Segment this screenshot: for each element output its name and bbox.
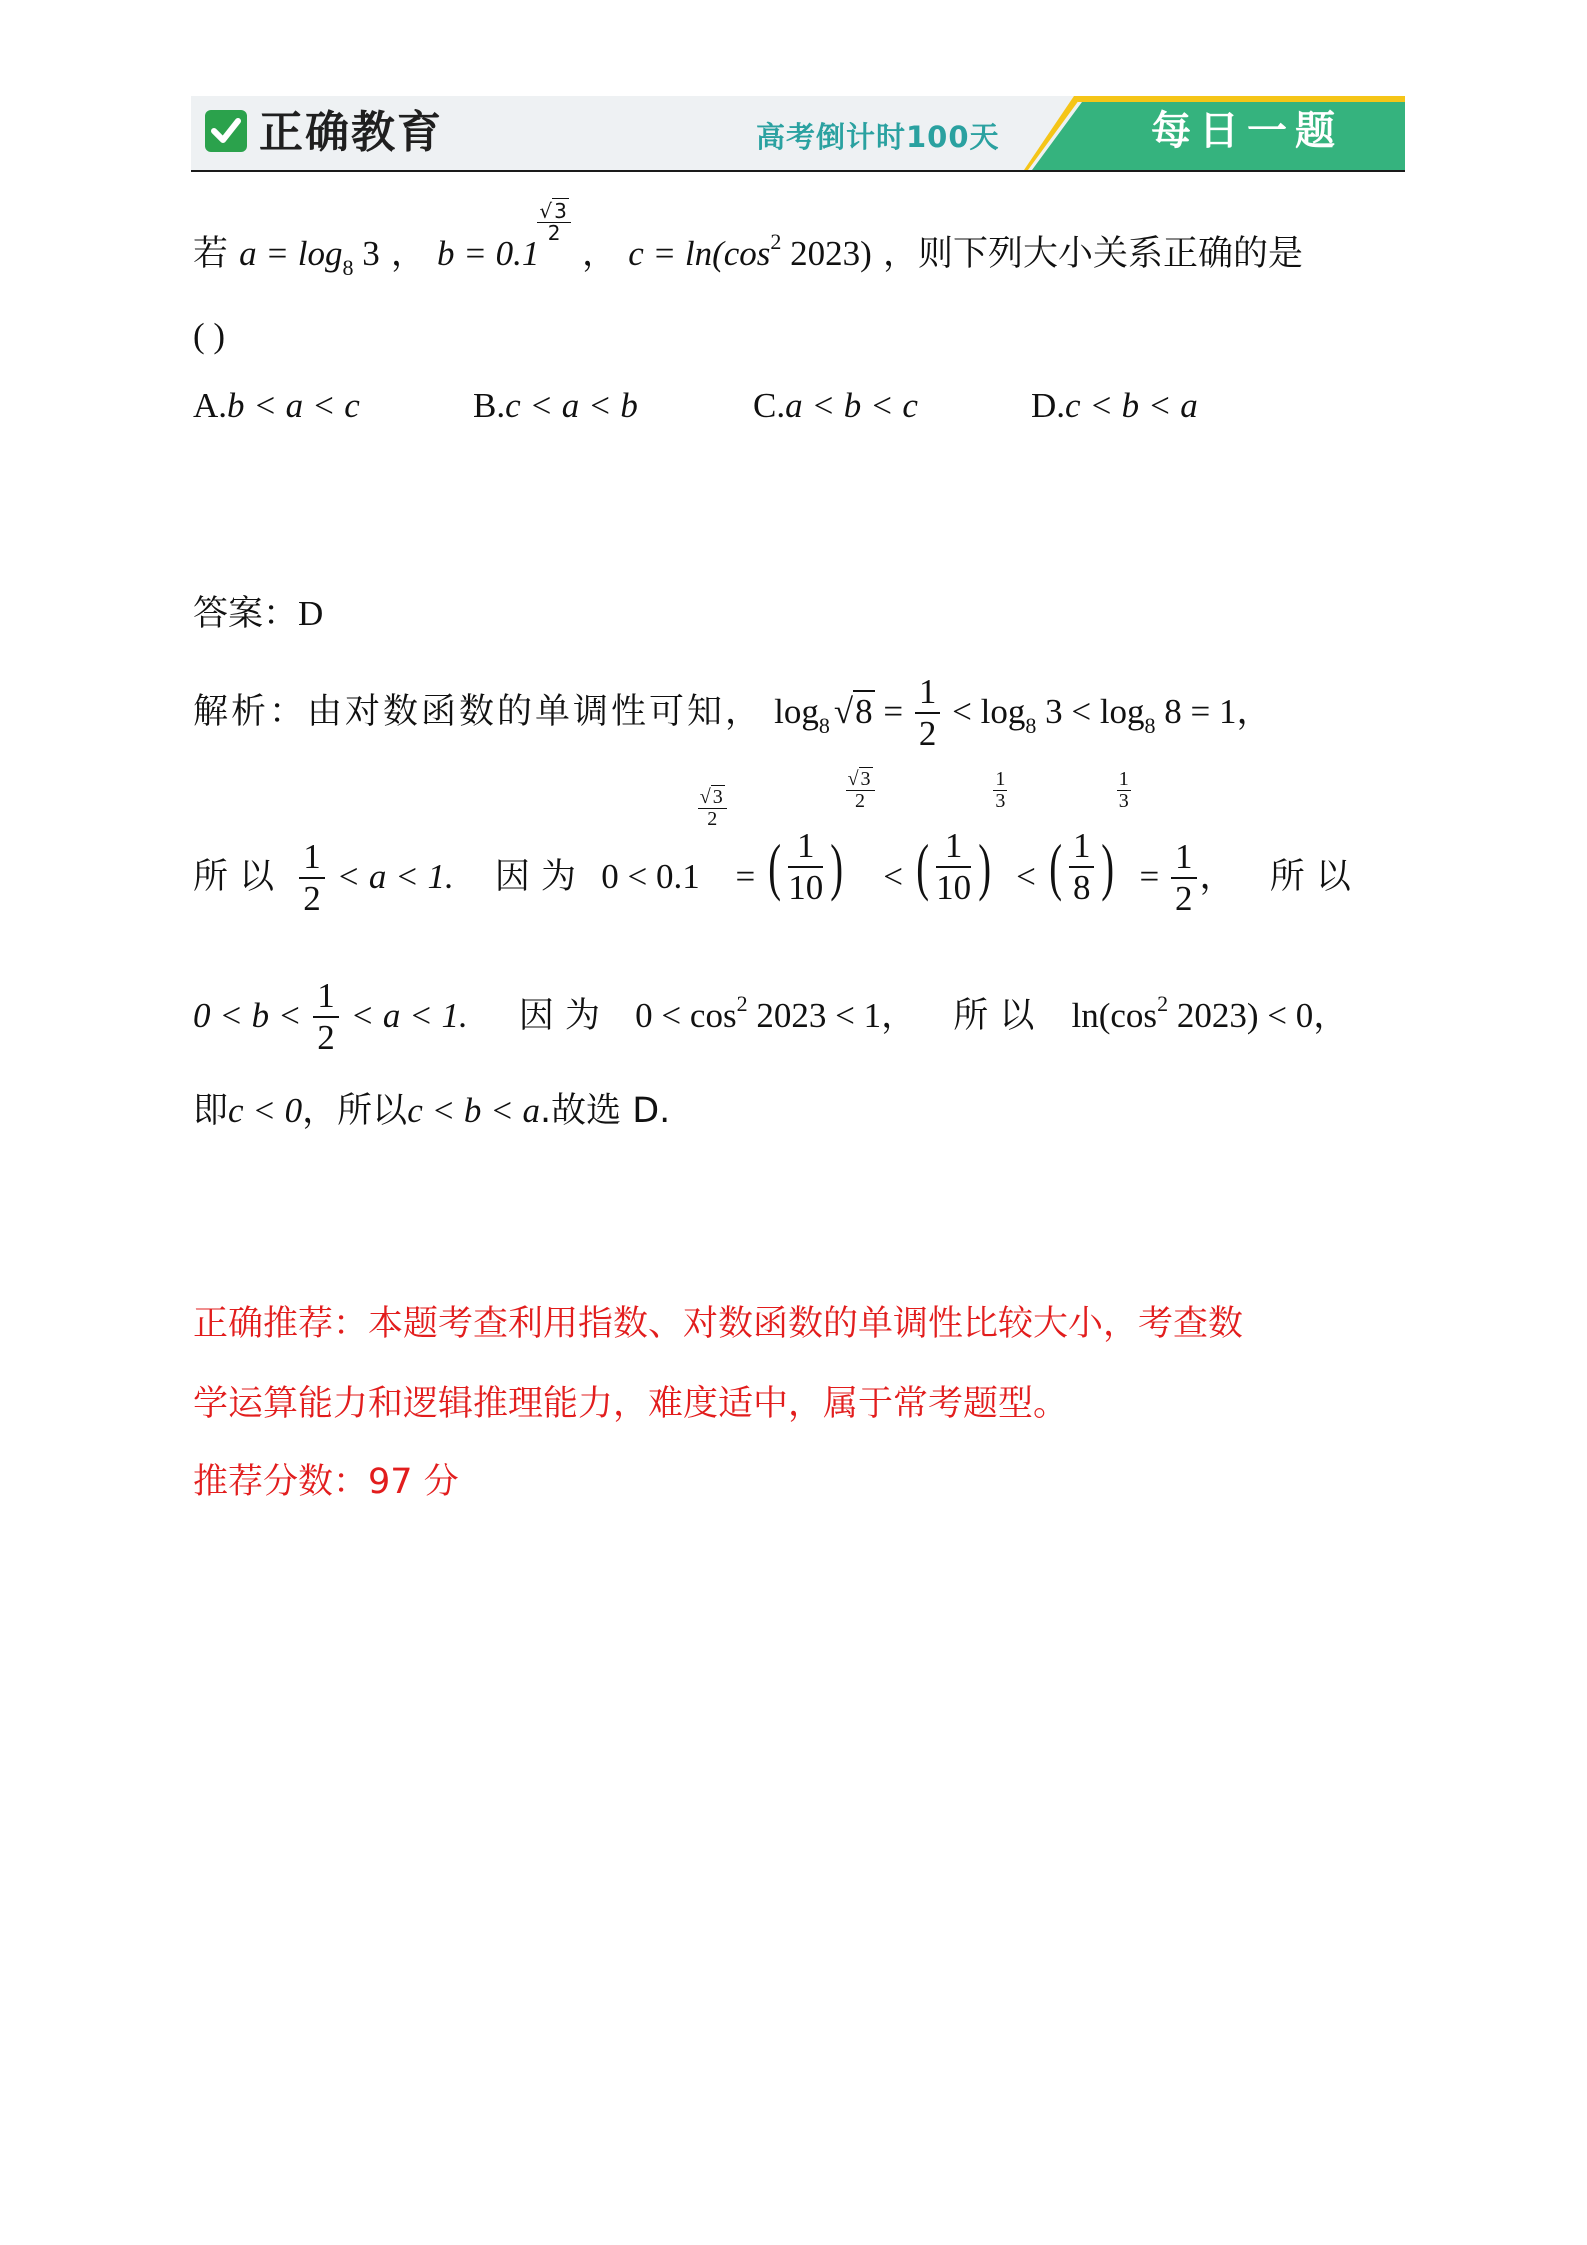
option-d: D.c < b < a xyxy=(1031,386,1198,425)
option-a: A.b < a < c xyxy=(193,386,360,425)
analysis-line-1: 解析：由对数函数的单调性可知， $\log_8 √8$ = $\frac{1}{2}$ < $\log_8 3 < \log_8 8 = 1$， xyxy=(193,672,1272,753)
recommend-score: 推荐分数：97 分 xyxy=(193,1462,459,1502)
analysis-line-3: 0 < b < $\frac{1}{2}$ < a < 1. 因 为 $0 < \cos^2 2023 < 1$， 所 以 $\ln(\cos^2$ 2023) < 0， xyxy=(193,976,1349,1057)
answer-line: 答案：D xyxy=(193,594,324,634)
question-stem: 若 $a = \log_8 3$ ， b = 0.1 $\frac{√ 3}{2}$ ， $c = \ln(\cos^2$ 2023) ，则下列大小关系正确的是 xyxy=(193,198,1303,280)
analysis-line-2: 所 以 $\frac{1}{2}$ < a < 1. 因 为 0 < 0.1 $\frac{√ 3}{2}$ = ( $\frac{1}{10}$ ) $\frac{√ 3}{2}$ < ( $\frac{1}{10}$ ) $\frac{1}{3}$ < ( $\frac{1}{8}$ ) $\frac{1}{3}$ = $\frac{1}{2}$ ， 所 以 xyxy=(193,767,1351,918)
option-c: C.a < b < c xyxy=(753,386,918,425)
answer-blank: ( ) xyxy=(193,316,226,355)
check-logo-icon xyxy=(205,110,247,152)
header-divider xyxy=(191,170,1405,172)
recommend-line-2: 学运算能力和逻辑推理能力，难度适中，属于常考题型。 xyxy=(193,1384,1069,1424)
analysis-line-4: 即c < 0，所以c < b < a.故选 D. xyxy=(193,1091,671,1131)
page-header xyxy=(191,96,1405,170)
fraction-half: $\frac{1}{2}$ xyxy=(915,672,941,754)
recommend-line-1: 正确推荐：本题考查利用指数、对数函数的单调性比较大小，考查数 xyxy=(193,1304,1244,1344)
daily-question-label: 每日一题 xyxy=(1151,108,1343,154)
option-b: B.c < a < b xyxy=(473,386,638,425)
countdown-text: 高考倒计时100天 xyxy=(756,120,1000,154)
brand-name: 正确教育 xyxy=(259,107,443,158)
